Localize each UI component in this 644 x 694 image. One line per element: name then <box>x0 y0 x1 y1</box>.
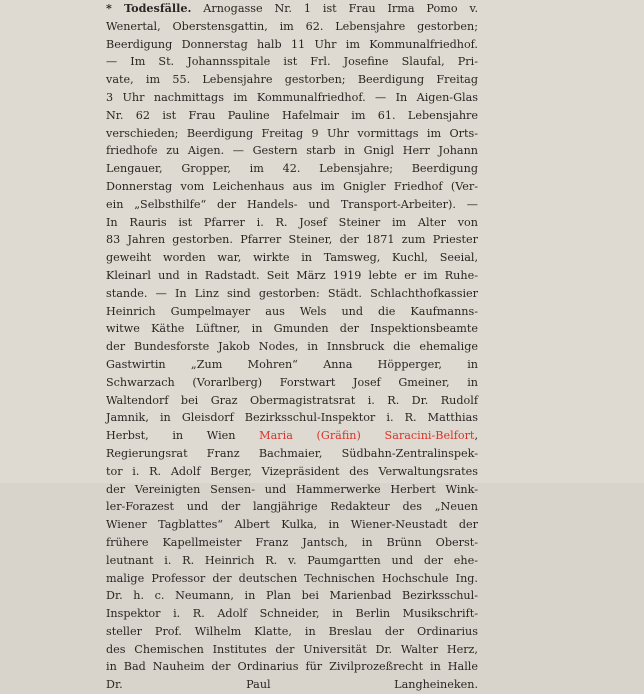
text-line <box>106 125 478 143</box>
text-run: tor i. R. Adolf Berger, Vizepräsident des Verwaltungsrates <box>106 464 478 478</box>
text-line <box>106 534 478 552</box>
text-run: witwe Käthe Lüftner, in Gmunden der Inspektionsbeamte <box>106 322 478 336</box>
text-run: steller Prof. Wilhelm Klatte, in Breslau der Ordinarius <box>106 624 478 638</box>
text-line <box>106 178 478 196</box>
text-run: Jamnik, in Gleisdorf Bezirksschul-Inspektor i. R. Matthias <box>106 411 478 425</box>
text-line <box>106 498 478 516</box>
text-run: malige Professor der deutschen Technischen Hochschule Ing. <box>106 571 478 585</box>
text-run: ler-Forazest und der langjährige Redakteur des „Neuen <box>106 500 478 514</box>
text-line <box>106 427 478 445</box>
text-run: Schwarzach (Vorarlberg) Forstwart Josef Gmeiner, in <box>106 375 478 389</box>
text-line <box>106 658 478 676</box>
text-line <box>106 338 478 356</box>
text-line <box>106 463 478 481</box>
text-line <box>106 392 478 410</box>
text-line <box>106 605 478 623</box>
highlighted-name: Maria (Gräfin) Saracini-Belfort <box>259 429 475 443</box>
text-line <box>106 0 478 18</box>
text-run: in Bad Nauheim der Ordinarius für Zivilprozeßrecht in Halle <box>106 660 478 674</box>
text-run: vate, im 55. Lebensjahre gestorben; Beerdigung Freitag <box>106 73 478 87</box>
text-run: Beerdigung Donnerstag halb 11 Uhr im Kommunalfriedhof. <box>106 37 478 51</box>
text-run: der Bundesforste Jakob Nodes, in Innsbruck die ehemalige <box>106 340 478 354</box>
text-run: der Vereinigten Sensen- und Hammerwerke Herbert Wink- <box>106 482 478 496</box>
text-run: , <box>474 429 478 443</box>
text-line <box>106 445 478 463</box>
text-line <box>106 552 478 570</box>
text-line <box>106 374 478 392</box>
text-run: Kleinarl und in Radstadt. Seit März 1919 lebte er im Ruhe- <box>106 268 478 282</box>
section-heading: * Todesfälle. <box>106 1 192 15</box>
text-run: verschieden; Beerdigung Freitag 9 Uhr vormittags im Orts- <box>106 126 478 140</box>
text-line <box>106 587 478 605</box>
text-line <box>106 623 478 641</box>
text-run: Heinrich Gumpelmayer aus Wels und die Kaufmanns- <box>106 304 478 318</box>
text-line <box>106 231 478 249</box>
text-run: Dr. h. c. Neumann, in Plan bei Marienbad Bezirksschul- <box>106 589 478 603</box>
text-run: Waltendorf bei Graz Obermagistratsrat i. R. Dr. Rudolf <box>106 393 478 407</box>
text-run: Wiener Tagblattes“ Albert Kulka, in Wiener-Neustadt der <box>106 518 478 532</box>
text-line <box>106 267 478 285</box>
text-run: frühere Kapellmeister Franz Jantsch, in Brünn Oberst- <box>106 535 478 549</box>
text-line <box>106 18 478 36</box>
text-line <box>106 107 478 125</box>
text-line <box>106 641 478 659</box>
text-run: Nr. 62 ist Frau Pauline Hafelmair im 61. Lebensjahre <box>106 108 478 122</box>
text-line <box>106 570 478 588</box>
text-run: Donnerstag vom Leichenhaus aus im Gnigler Friedhof (Ver- <box>106 179 478 193</box>
text-run: ein „Selbsthilfe“ der Handels- und Transport-Arbeiter). — <box>106 197 478 211</box>
text-line <box>106 196 478 214</box>
text-run: friedhofe zu Aigen. — Gestern starb in Gnigl Herr Johann <box>106 144 478 158</box>
text-run: 3 Uhr nachmittags im Kommunalfriedhof. — In Aigen-Glas <box>106 90 478 104</box>
text-line <box>106 36 478 54</box>
text-run: geweiht worden war, wirkte in Tamsweg, Kuchl, Seeial, <box>106 251 478 265</box>
text-line <box>106 409 478 427</box>
text-run: Inspektor i. R. Adolf Schneider, in Berlin Musikschrift- <box>106 607 478 621</box>
text-line <box>106 142 478 160</box>
text-line <box>106 71 478 89</box>
text-run: des Chemischen Institutes der Universität Dr. Walter Herz, <box>106 642 478 656</box>
text-line <box>106 249 478 267</box>
text-run: Regierungsrat Franz Bachmaier, Südbahn-Zentralinspek- <box>106 446 478 460</box>
text-run: 83 Jahren gestorben. Pfarrer Steiner, der 1871 zum Priester <box>106 233 478 247</box>
text-run: Dr. Paul Langheineken. <box>106 678 478 692</box>
text-run: stande. — In Linz sind gestorben: Städt. Schlachthofkassier <box>106 286 478 300</box>
text-run: Gastwirtin „Zum Mohren“ Anna Höpperger, in <box>106 357 478 371</box>
text-run: Wenertal, Oberstensgattin, im 62. Lebensjahre gestorben; <box>106 19 478 33</box>
obituary-column <box>106 0 478 694</box>
text-run: Arnogasse Nr. 1 ist Frau Irma Pomo v. <box>191 2 478 15</box>
text-line <box>106 285 478 303</box>
text-line <box>106 516 478 534</box>
text-run: leutnant i. R. Heinrich R. v. Paumgartten und der ehe- <box>106 553 478 567</box>
text-run: Herbst, in Wien <box>106 429 260 443</box>
text-run: In Rauris ist Pfarrer i. R. Josef Steiner im Alter von <box>106 215 478 229</box>
text-line <box>106 160 478 178</box>
text-line <box>106 303 478 321</box>
text-line <box>106 481 478 499</box>
text-line <box>106 53 478 71</box>
text-line <box>106 320 478 338</box>
text-line <box>106 356 478 374</box>
text-line <box>106 676 478 694</box>
text-run: Lengauer, Gropper, im 42. Lebensjahre; Beerdigung <box>106 162 478 176</box>
text-line <box>106 214 478 232</box>
text-line <box>106 89 478 107</box>
text-run: — Im St. Johannsspitale ist Frl. Josefine Slaufal, Pri- <box>106 55 478 69</box>
